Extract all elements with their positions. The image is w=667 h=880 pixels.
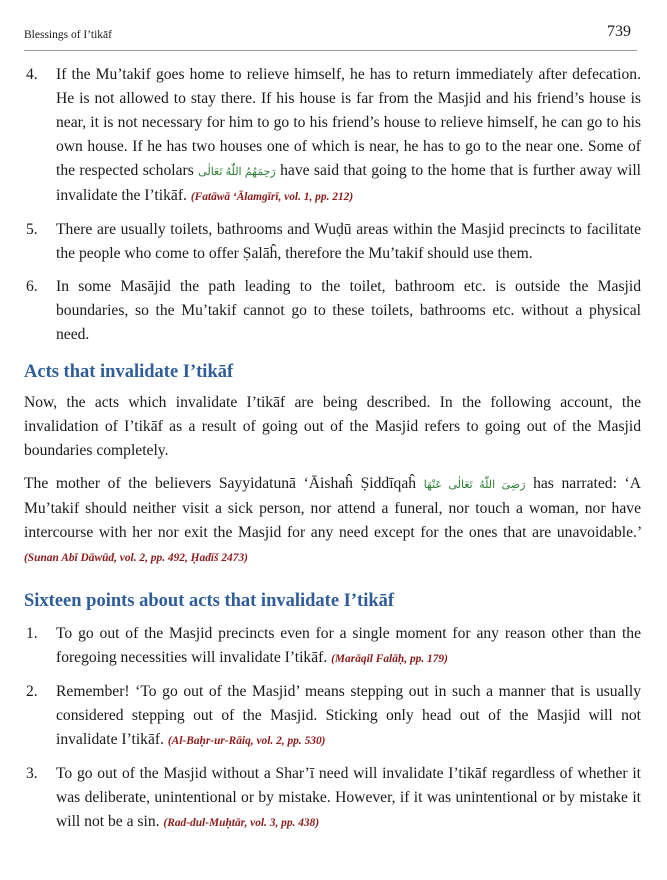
citation: (Al-Baḥr-ur-Rāiq, vol. 2, pp. 530): [167, 735, 326, 747]
item-text: To go out of the Masjid without a Shar’ī need will invalidate I’tikāf regardless of whether it was deliberate, unintentional or by mistake. However, if it was unintentional or by mistake it will not be a sin.: [56, 765, 641, 830]
paragraph-text-continued: has narrated: ‘A Mu’takif should neither visit a sick person, nor attend a funeral, nor touch a woman, nor have intercourse with her nor exit the Masjid for any need except for the ones that are unavoidable.’: [24, 475, 642, 541]
item-text: In some Masājid the path leading to the toilet, bathroom etc. is outside the Masjid boundaries, so the Mu’takif cannot go to these toilets, bathrooms etc. without a physical need.: [56, 278, 641, 343]
list-item: [24, 622, 641, 671]
list-item: [24, 218, 641, 266]
citation: (Marāqil Falāḥ, pp. 179): [331, 653, 448, 665]
points-list: [24, 622, 641, 835]
list-item: [24, 762, 641, 835]
item-text: Remember! ‘To go out of the Masjid’ means stepping out in such a manner that is usually considered stepping out of the Masjid. Sticking only head out of the Masjid will not invalidate I’tikāf.: [56, 683, 641, 748]
item-number: 5.: [26, 221, 38, 238]
list-item: [24, 680, 641, 753]
section-heading: Sixteen points about acts that invalidate I’tikāf: [24, 591, 395, 611]
running-title: Blessings of I’tikāf: [24, 29, 112, 41]
section-heading: Acts that invalidate I’tikāf: [24, 362, 234, 382]
arabic-honorific: رَضِیَ اللّٰهُ تَعَالٰی عَنْهَا: [423, 479, 526, 491]
item-text: To go out of the Masjid precincts even for a single moment for any reason other than the foregoing necessities will invalidate I’tikāf.: [56, 625, 641, 666]
paragraph: Now, the acts which invalidate I’tikāf are being described. In the following account, the invalidation of I’tikāf as a result of going out of the Masjid refers to going out of the Masjid boundaries completely.: [24, 394, 641, 459]
list-item: [24, 275, 641, 347]
item-number: 1.: [26, 625, 38, 642]
item-text-continued: have said that going to the home that is further away will invalidate the I’tikāf.: [56, 162, 641, 204]
page-body: [24, 63, 641, 844]
list-item: [24, 63, 641, 209]
item-number: 2.: [26, 683, 38, 700]
page-number: 739: [607, 23, 631, 40]
item-text: There are usually toilets, bathrooms and Wuḍū areas within the Masjid precincts to facilitate the people who come to offer Ṣalāĥ, therefore the Mu’takif should use them.: [56, 221, 641, 262]
citation: (Rad-dul-Muḥtār, vol. 3, pp. 438): [163, 817, 320, 829]
citation: (Fatāwā ‘Ālamgīrī, vol. 1, pp. 212): [190, 191, 354, 203]
page-header: [24, 22, 637, 51]
item-number: 4.: [26, 66, 38, 83]
paragraph-text: The mother of the believers Sayyidatunā ‘Āishaĥ Ṣiddīqaĥ: [24, 475, 417, 492]
citation: (Sunan Abī Dāwūd, vol. 2, pp. 492, Ḥadīš 2473): [24, 552, 248, 564]
item-text: If the Mu’takif goes home to relieve himself, he has to return immediately after defecation. He is not allowed to stay there. If his house is far from the Masjid and his friend’s house is near, it is not necessary for him to go to his friend’s house to relieve himself, he can go to his own house. If he has two houses one of which is near, he has to go to the near one. Some of the respected scholars: [56, 66, 641, 179]
arabic-honorific: رَحِمَهُمُ اللّٰهُ تَعَالٰی: [198, 166, 276, 178]
paragraph-hadith: [24, 472, 641, 570]
intro-list: [24, 63, 641, 347]
item-number: 3.: [26, 765, 38, 782]
item-number: 6.: [26, 278, 38, 295]
